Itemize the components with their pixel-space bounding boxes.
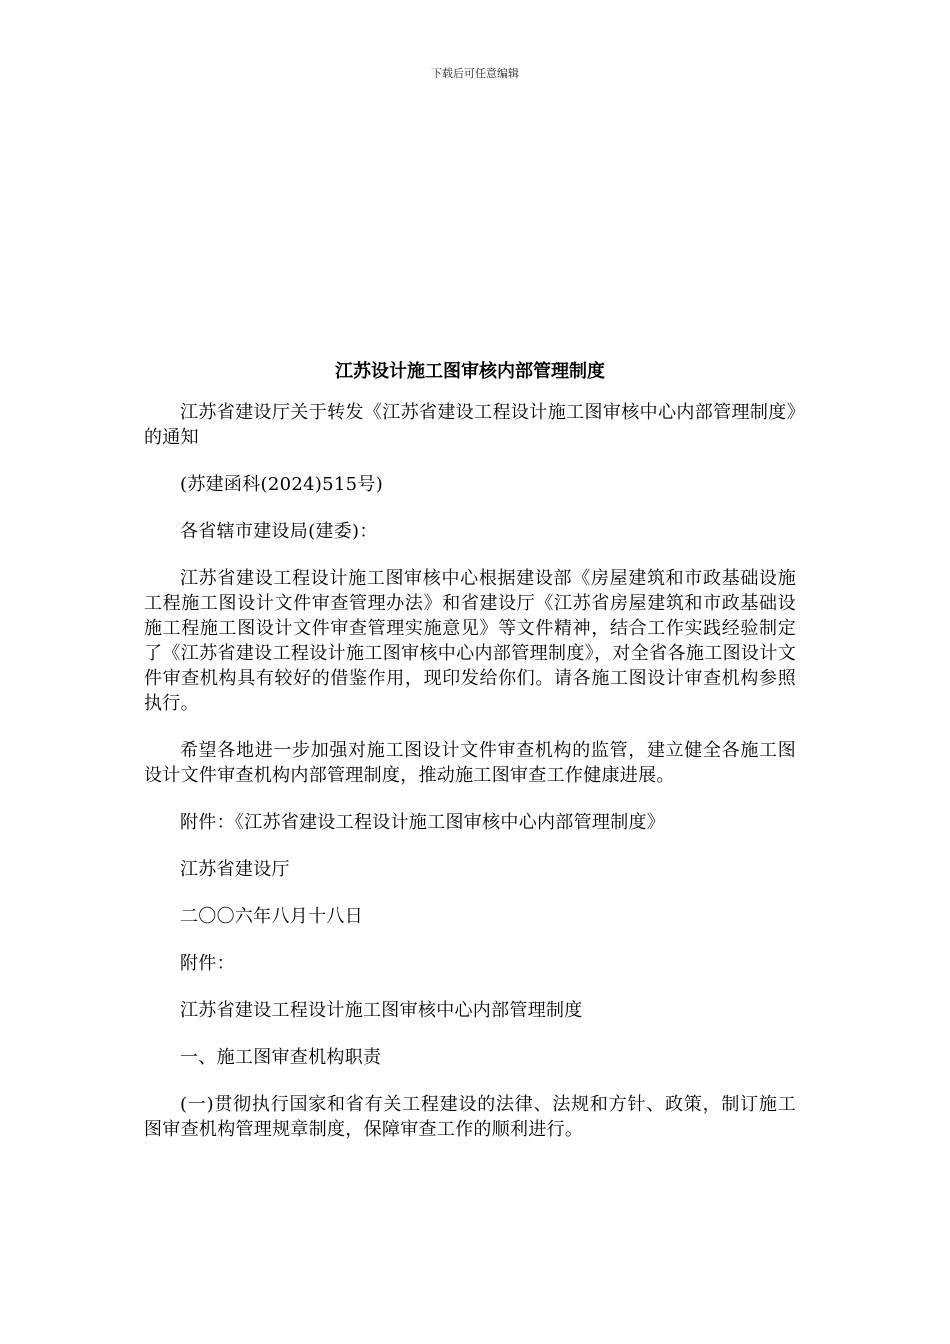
paragraph-attachment-title: 江苏省建设工程设计施工图审核中心内部管理制度 xyxy=(180,1000,583,1021)
paragraph-date: 二〇〇六年八月十八日 xyxy=(180,906,363,927)
paragraph-issuer: 江苏省建设厅 xyxy=(180,859,290,880)
paragraph-document-number: (苏建函科(2024)515号) xyxy=(180,474,384,495)
paragraph-section-heading: 一、施工图审查机构职责 xyxy=(180,1047,382,1068)
paragraph-body-1: 江苏省建设工程设计施工图审核中心根据建设部《房屋建筑和市政基础设施工程施工图设计文件审查管理办法》和省建设厅《江苏省房屋建筑和市政基础设施工程施工图设计文件审查管理实施意见》等文件精神，结合工作实践经验制定了《江苏省建设工程设计施工图审核中心内部管理制度》，对全省各施工图设计文件审查机构具有较好的借鉴作用，现印发给你们。请各施工图设计审查机构参照执行。 xyxy=(144,568,796,714)
paragraph-attachment-label: 附件： xyxy=(180,953,235,974)
paragraph-notice-title: 江苏省建设厅关于转发《江苏省建设工程设计施工图审核中心内部管理制度》的通知 xyxy=(144,402,796,448)
document-title: 江苏设计施工图审核内部管理制度 xyxy=(335,361,605,382)
header-note: 下载后可任意编辑 xyxy=(431,67,519,80)
paragraph-attachment-ref: 附件：《江苏省建设工程设计施工图审核中心内部管理制度》 xyxy=(180,812,666,833)
document-body xyxy=(144,358,796,1164)
paragraph-body-2: 希望各地进一步加强对施工图设计文件审查机构的监管，建立健全各施工图设计文件审查机构内部管理制度，推动施工图审查工作健康进展。 xyxy=(144,740,796,786)
paragraph-addressee: 各省辖市建设局(建委)： xyxy=(180,521,378,542)
paragraph-item-1: (一)贯彻执行国家和省有关工程建设的法律、法规和方针、政策，制订施工图审查机构管理规章制度，保障审查工作的顺利进行。 xyxy=(144,1094,796,1140)
